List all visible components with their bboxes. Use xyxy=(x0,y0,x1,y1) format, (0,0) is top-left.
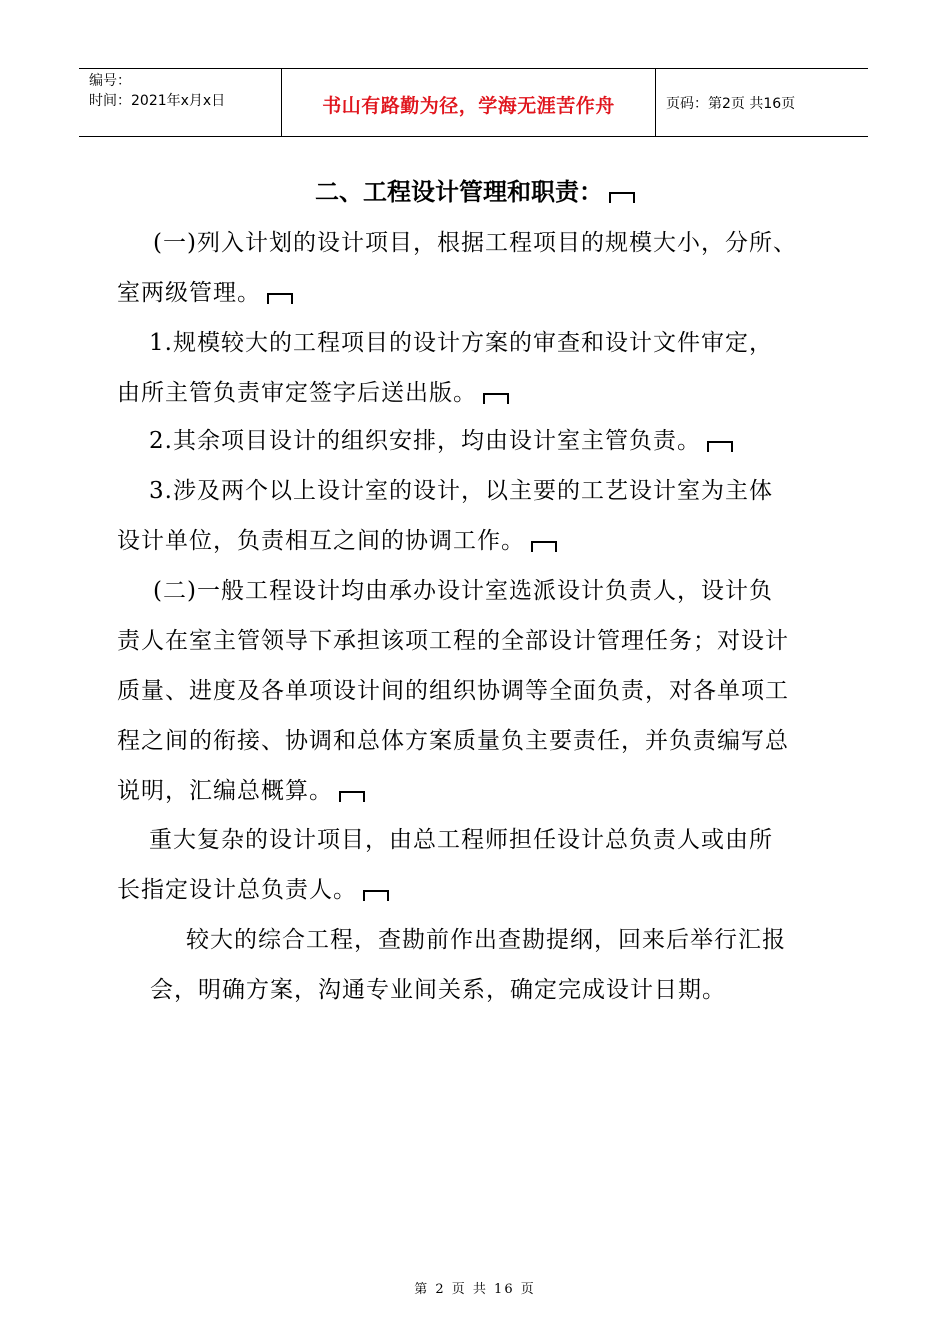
page-info: 页码：第2页 共16页 xyxy=(666,96,796,112)
paragraph-5 xyxy=(117,566,837,816)
header-meta-cell xyxy=(79,69,281,136)
paragraph-line-text: 说明，汇编总概算。 xyxy=(117,778,333,804)
paragraph-4 xyxy=(117,466,837,566)
paragraph-line xyxy=(117,516,837,566)
paragraph-mark-icon xyxy=(609,192,635,203)
paragraph-line-text: 室两级管理。 xyxy=(117,280,261,306)
paragraph-line-text: 由所主管负责审定签字后送出版。 xyxy=(117,380,477,406)
header-page-cell xyxy=(654,69,868,136)
paragraph-line xyxy=(117,865,837,915)
paragraph-line: 重大复杂的设计项目，由总工程师担任设计总负责人或由所 xyxy=(149,827,773,853)
paragraph-line: 会，明确方案，沟通专业间关系，确定完成设计日期。 xyxy=(150,977,726,1003)
paragraph-mark-icon xyxy=(483,393,509,404)
motto-text: 书山有路勤为径，学海无涯苦作舟 xyxy=(322,95,615,117)
paragraph-7 xyxy=(150,915,870,1015)
paragraph-line: 较大的综合工程，查勘前作出查勘提纲，回来后举行汇报 xyxy=(186,927,786,953)
paragraph-line-text: 设计单位，负责相互之间的协调工作。 xyxy=(117,528,525,554)
paragraph-line xyxy=(117,268,837,318)
paragraph-3 xyxy=(117,416,837,466)
paragraph-mark-icon xyxy=(339,791,365,802)
paragraph-line xyxy=(117,368,837,418)
section-title-text: 二、工程设计管理和职责： xyxy=(315,178,603,206)
paragraph-line: 3.涉及两个以上设计室的设计，以主要的工艺设计室为主体 xyxy=(149,478,773,504)
header-motto-cell xyxy=(281,69,656,136)
paragraph-mark-icon xyxy=(267,293,293,304)
paragraph-line: (二)一般工程设计均由承办设计室选派设计负责人，设计负 xyxy=(153,578,773,604)
paragraph-line: 质量、进度及各单项设计间的组织协调等全面负责，对各单项工 xyxy=(117,678,789,704)
paragraph-line-text: 2.其余项目设计的组织安排，均由设计室主管负责。 xyxy=(149,428,701,454)
paragraph-line xyxy=(117,766,837,816)
paragraph-line: 程之间的衔接、协调和总体方案质量负主要责任，并负责编写总 xyxy=(117,728,789,754)
paragraph-line: 责人在室主管领导下承担该项工程的全部设计管理任务；对设计 xyxy=(117,628,789,654)
paragraph-2 xyxy=(117,318,837,418)
paragraph-line-text: 长指定设计总负责人。 xyxy=(117,877,357,903)
time-label: 时间：2021年x月x日 xyxy=(89,93,226,109)
paragraph-6 xyxy=(117,815,837,915)
paragraph-line xyxy=(117,416,837,466)
paragraph-mark-icon xyxy=(363,890,389,901)
paragraph-line: (一)列入计划的设计项目，根据工程项目的规模大小，分所、 xyxy=(153,230,797,256)
page-footer: 第 2 页 共 16 页 xyxy=(414,1282,536,1297)
number-label: 编号： xyxy=(89,73,131,89)
header-table xyxy=(79,68,868,137)
paragraph-line: 1.规模较大的工程项目的设计方案的审查和设计文件审定， xyxy=(149,330,773,356)
paragraph-mark-icon xyxy=(707,441,733,452)
section-title xyxy=(0,172,950,207)
paragraph-1 xyxy=(117,218,837,318)
paragraph-mark-icon xyxy=(531,541,557,552)
